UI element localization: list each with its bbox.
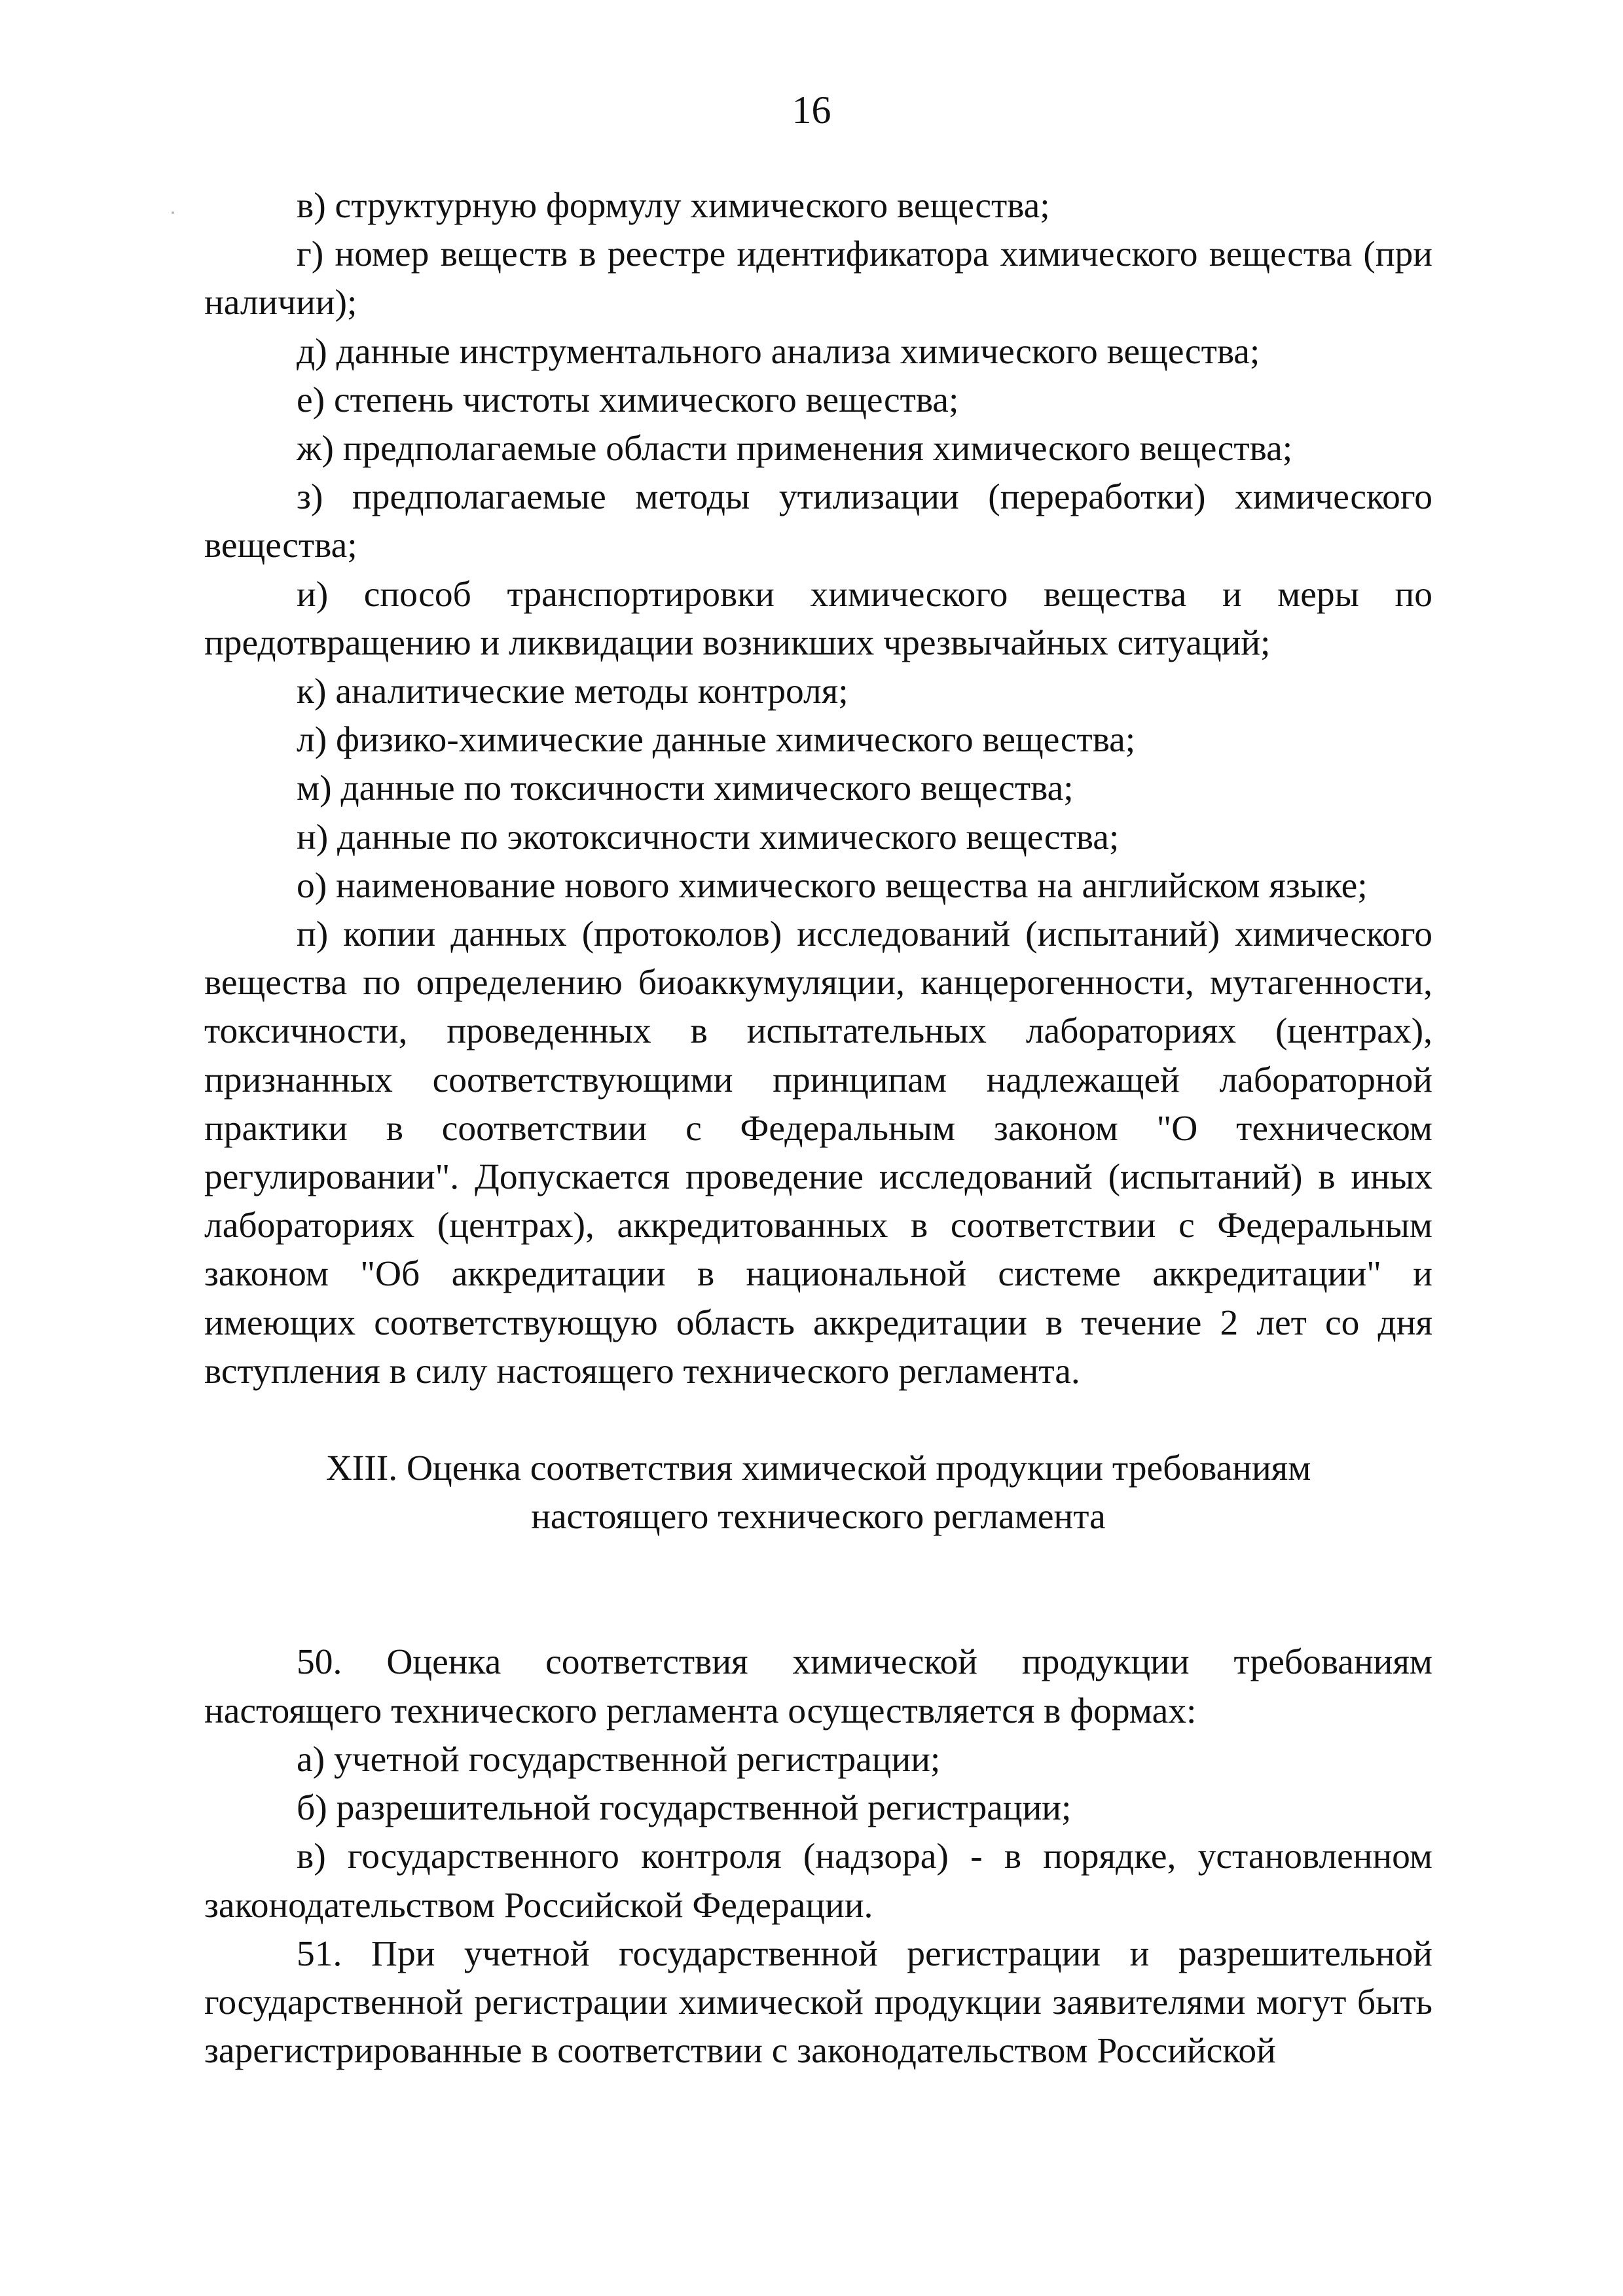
list-item-d: д) данные инструментального анализа химического вещества; (297, 331, 1260, 372)
list-item-m: м) данные по токсичности химического вещества; (297, 768, 1074, 809)
list-item-g: г) номер веществ в реестре идентификатора химического вещества (при наличии); (204, 234, 1432, 323)
paragraph-50-item-a: а) учетной государственной регистрации; (297, 1739, 941, 1780)
list-item-k: к) аналитические методы контроля; (297, 672, 848, 712)
paragraph-50-item-b: б) разрешительной государственной регистрации; (297, 1788, 1072, 1829)
list-item-n: н) данные по экотоксичности химического вещества; (297, 817, 1120, 857)
list-item-zh: ж) предполагаемые области применения химического вещества; (297, 429, 1293, 469)
paragraph-50: 50. Оценка соответствия химической продукции требованиям настоящего технического регламента осуществляется в формах: (204, 1642, 1432, 1731)
list-item-p: п) копии данных (протоколов) исследований (испытаний) химического вещества по определению биоаккумуляции, канцерогенности, мутагенности, токсичности, проведенных в испытательных лабораториях (центрах), признанных соответствующими принципам надлежащей лабораторной практики в соответствии с Федеральным законом "О техническом регулировании". Допускается проведение исследований (испытаний) в иных лабораториях (центрах), аккредитованных в соответствии с Федеральным законом "Об аккредитации в национальной системе аккредитации" и имеющих соответствующую область аккредитации в течение 2 лет со дня вступления в силу настоящего технического регламента. (204, 914, 1432, 1391)
list-item-i: и) способ транспортировки химического вещества и меры по предотвращению и ликвидации возникших чрезвычайных ситуаций; (204, 574, 1432, 663)
list-item-o: о) наименование нового химического вещества на английском языке; (297, 865, 1368, 906)
list-item-v: в) структурную формулу химического вещества; (297, 186, 1050, 226)
document-body (204, 182, 1432, 2075)
paragraph-50-item-v: в) государственного контроля (надзора) - в порядке, установленном законодательством Российской Федерации. (204, 1837, 1432, 1926)
paragraph-51: 51. При учетной государственной регистрации и разрешительной государственной регистрации химической продукции заявителями могут быть зарегистрированные в соответствии с законодательством Российской (204, 1933, 1432, 2072)
list-item-l: л) физико-химические данные химического вещества; (297, 720, 1136, 761)
section-heading-line-1: XIII. Оценка соответствия химической продукции требованиям (325, 1448, 1311, 1489)
section-heading (204, 1444, 1432, 1541)
section-heading-line-2: настоящего технического регламента (531, 1497, 1106, 1537)
list-item-z: з) предполагаемые методы утилизации (переработки) химического вещества; (204, 477, 1432, 566)
page-number: 16 (792, 88, 831, 132)
list-item-e: е) степень чистоты химического вещества; (297, 380, 959, 420)
scan-artifact (172, 211, 174, 214)
